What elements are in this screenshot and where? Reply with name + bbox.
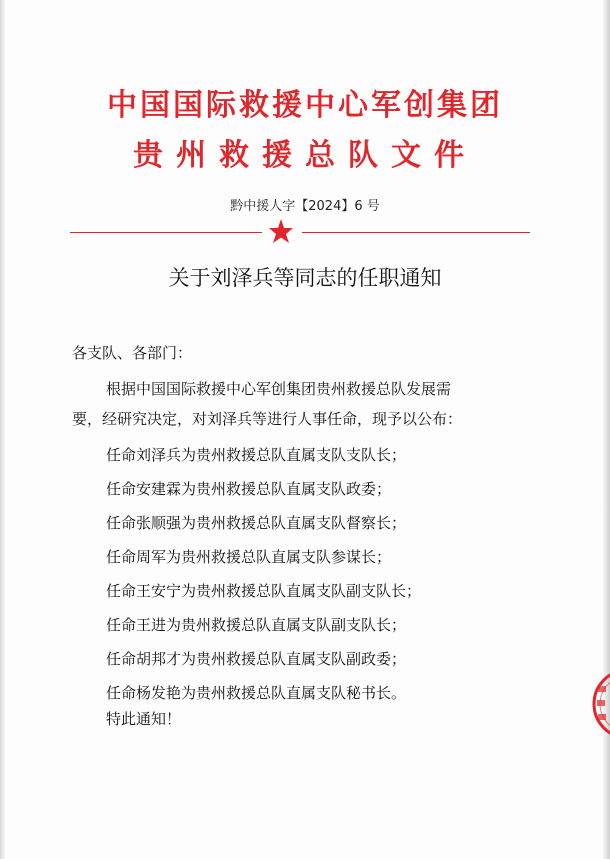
appointment-item: 任命杨发艳为贵州救援总队直属支队秘书长。 xyxy=(106,684,407,702)
appointment-item: 任命张顺强为贵州救援总队直属支队督察长； xyxy=(106,514,407,532)
closing-text: 特此通知！ xyxy=(106,710,182,728)
official-seal-icon xyxy=(588,664,610,744)
appointment-item: 任命王安宁为贵州救援总队直属支队副支队长； xyxy=(106,582,422,600)
document-title: 关于刘泽兵等同志的任职通知 xyxy=(168,266,442,290)
appointment-item: 任命王进为贵州救援总队直属支队副支队长； xyxy=(106,616,407,634)
header-org-name: 中国国际救援中心军创集团 xyxy=(107,88,503,123)
salutation: 各支队、各部门： xyxy=(72,344,193,362)
paragraph-line-2: 要，经研究决定，对刘泽兵等进行人事任命，现予以公布： xyxy=(72,410,463,428)
appointment-item: 任命刘泽兵为贵州救援总队直属支队支队长； xyxy=(106,446,407,464)
star-icon xyxy=(268,218,294,244)
appointment-item: 任命周军为贵州救援总队直属支队参谋长； xyxy=(106,548,392,566)
appointment-item: 任命胡邦才为贵州救援总队直属支队副政委； xyxy=(106,650,407,668)
header-doc-type: 贵州救援总队文件 xyxy=(133,138,477,173)
page-left-edge xyxy=(0,0,6,859)
red-divider-left xyxy=(70,232,262,233)
paragraph-line-1: 根据中国国际救援中心军创集团贵州救援总队发展需 xyxy=(106,380,452,398)
document-number: 黔中援人字【2024】6 号 xyxy=(230,199,380,214)
red-divider-right xyxy=(302,232,530,233)
appointment-list xyxy=(106,438,421,710)
appointment-item: 任命安建霖为贵州救援总队直属支队政委； xyxy=(106,480,392,498)
